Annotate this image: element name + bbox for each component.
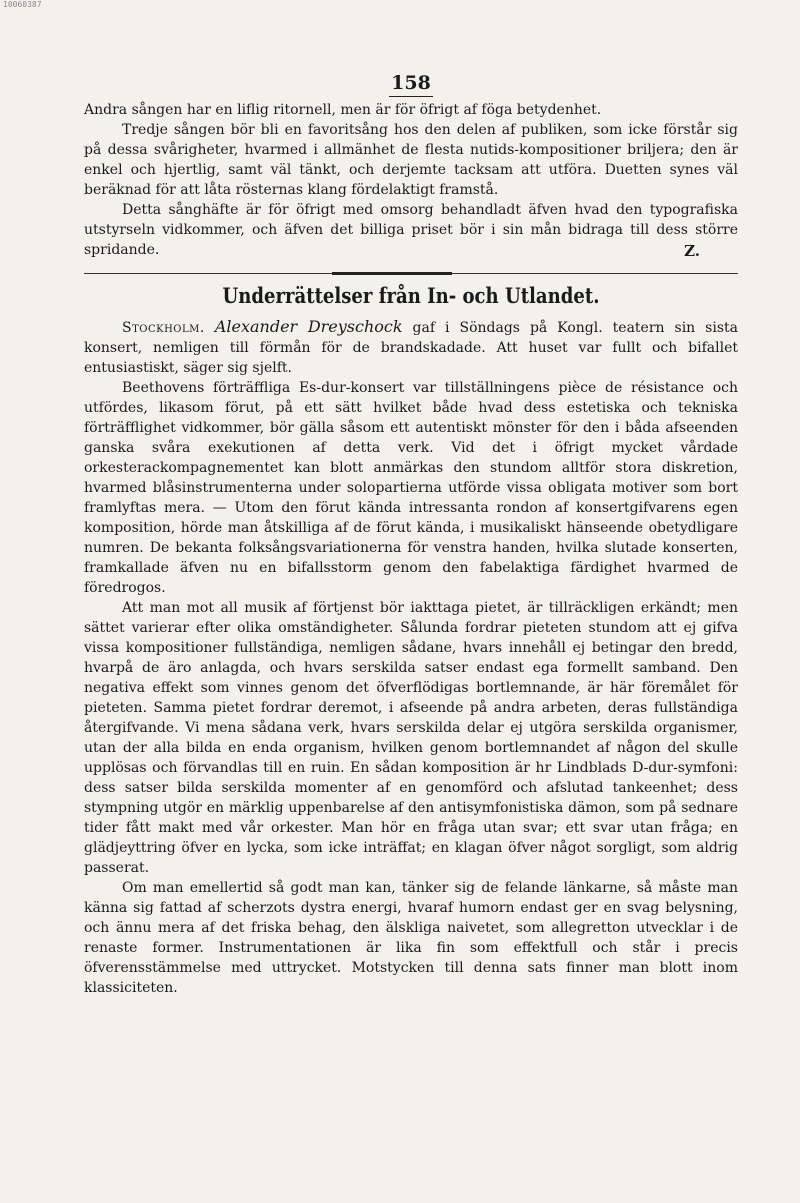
- section-divider: [84, 273, 738, 274]
- review-paragraph-3: Detta sånghäfte är för öfrigt med omsorg behandladt äfven hvad den typografiska utstyrseln vidkommer, och äfven det billiga priset bör i sin mån bidraga till dess större spridande.: [84, 202, 738, 258]
- dateline-place: Stockholm.: [122, 320, 205, 336]
- page-number: [84, 72, 738, 94]
- review-paragraph-1: Andra sången har en liflig ritornell, men är för öfrigt af föga betydenhet.: [84, 102, 602, 118]
- page: [84, 72, 738, 998]
- news-lead-text: gaf i Söndags på Kongl. teatern sin sista konsert, nemligen till förmån för de brandskadade. Att huset var fullt och bifallet entusiastiskt, säger sig sjelft.: [84, 320, 739, 376]
- news-paragraph-beethoven: Beethovens förträffliga Es-dur-konsert var tillställningens pièce de résistance och utfördes, likasom förut, på ett sätt hvilket både hvad dess estetiska och tekniska förträfflighet vidkommer, bör gälla såsom ett autentiskt mönster för den i båda afseenden ganska svåra exekutionen af detta verk. Vid det i öfrigt mycket vårdade orkesterackompagnementet kan blott anmärkas den stundom alltför stora diskretion, hvarmed blåsinstrumenterna under solopartierna utförde vissa obligata motiver som bort framlyftas mera. — Utom den förut kända intressanta rondon af konsertgifvarens egen komposition, hörde man åtskilliga af de förut kända, i musikaliskt hänseende obetydligare numren. De bekanta folksångsvariationerna för venstra handen, hvilka slutade konserten, framkallade äfven nu en bifallsstorm genom den fabelaktiga färdighet hvarmed de föredrogos.: [84, 380, 738, 596]
- section-title: Underrättelser från In- och Utlandet.: [222, 283, 600, 308]
- library-stamp-number: 10060387: [3, 0, 42, 9]
- performer-name: Alexander Dreyschock: [214, 317, 403, 336]
- news-paragraph-scherzo: Om man emellertid så godt man kan, tänker sig de felande länkarne, så måste man känna sig fattad af scherzots dystra energi, hvaraf humorn endast ger en svag belysning, och ännu mera af det friska behag, den älskliga naivetet, som allegretton utvecklar i de renaste former. Instrumentationen är lika fin som effektfull och står i precis öfverensstämmelse med uttrycket. Motstycken till denna sats finner man blott inom klassiciteten.: [84, 880, 738, 996]
- news-lead-paragraph: [84, 317, 738, 378]
- news-paragraph-pietet: Att man mot all musik af förtjenst bör iakttaga pietet, är tillräckligen erkändt; men sättet varierar efter olika omständigheter. Sålunda fordrar pieteten stundom att ej gifva vissa kompositioner fullständiga, nemligen sådane, hvars innehåll ej betingar den bredd, hvarpå de äro anlagda, och hvars serskilda satser endast ega formellt samband. Den negativa effekt som vinnes genom det öfverflödigas bortlemnande, är här föremålet för pieteten. Samma pietet fordrar deremot, i afseende på andra arbeten, deras fullständiga återgifvande. Vi mena sådana verk, hvars serskilda delar ej utgöra serskilda organismer, utan der alla bilda en enda organism, hvilken genom bortlemnandet af någon del skulle upplösas och förvandlas till en ruin. En sådan komposition är hr Lindblads D-dur-symfoni: dess satser bilda serskilda momenter af en genomförd och afslutad tankeenhet; dess stympning utgör en märklig uppenbarelse af den antisymfonistiska dämon, som på sednare tider fått makt med vår orkester. Man hör en fråga utan svar; ett svar utan fråga; en glädjeyttring öfver en lycka, som icke inträffat; en klagan öfver något sorgligt, som aldrig passerat.: [84, 600, 738, 876]
- review-closing: [84, 200, 738, 260]
- review-signoff: Z.: [684, 242, 700, 260]
- page-number-text: 158: [391, 72, 431, 94]
- review-paragraph-2: Tredje sången bör bli en favoritsång hos den delen af publiken, som icke förstår sig på dessa svårigheter, hvarmed i allmänhet de flesta nutids-kompositioner briljera; den är enkel och hjertlig, samt väl tänkt, och derjemte tacksam att utföra. Duetten synes väl beräknad för att låta rösternas klang fördelaktigt framstå.: [84, 122, 738, 198]
